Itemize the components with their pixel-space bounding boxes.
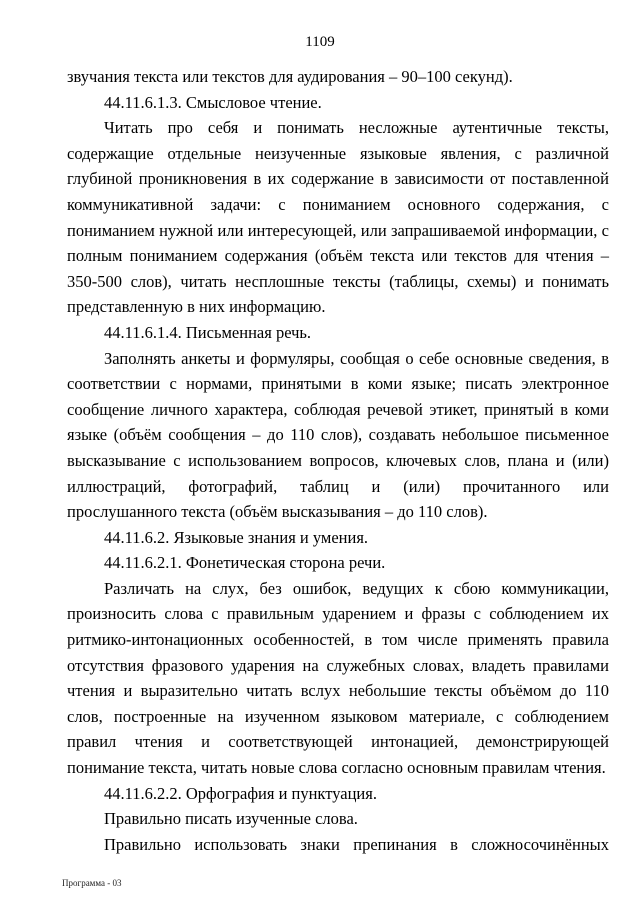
section-heading-writing: 44.11.6.1.4. Письменная речь. xyxy=(104,322,312,342)
paragraph-spelling: Правильно писать изученные слова. xyxy=(104,809,358,829)
section-heading-reading: 44.11.6.1.3. Смысловое чтение. xyxy=(104,92,322,112)
document-body xyxy=(67,64,609,857)
paragraph-reading: Читать про себя и понимать несложные аутентичные тексты, содержащие отдельные неизученные языковые явления, с различной глубиной проникновения в их содержание в зависимости от поставленной коммуникативной задачи: с пониманием основного содержания, с пониманием нужной или интересующей, или запрашиваемой информации, с полным пониманием содержания (объём текста или текстов для чтения – 350-500 слов), читать несплошные тексты (таблицы, схемы) и понимать представленную в них информацию. xyxy=(67,118,609,317)
page-footer: Программа - 03 xyxy=(62,878,122,888)
paragraph-writing: Заполнять анкеты и формуляры, сообщая о себе основные сведения, в соответствии с нормами, принятыми в коми языке; писать электронное сообщение личного характера, соблюдая речевой этикет, принятый в коми языке (объём сообщения – до 110 слов), создавать небольшое письменное высказывание с использованием вопросов, ключевых слов, плана и (или) иллюстраций, фотографий, таблиц и (или) прочитанного или прослушанного текста (объём высказывания – до 110 слов). xyxy=(67,348,609,522)
section-heading-language-skills: 44.11.6.2. Языковые знания и умения. xyxy=(104,527,369,547)
paragraph-punctuation: Правильно использовать знаки препинания в сложносочинённых xyxy=(104,834,609,854)
paragraph-phonetics: Различать на слух, без ошибок, ведущих к сбою коммуникации, произносить слова с правильным ударением и фразы с соблюдением их ритмико-интонационных особенностей, в том числе применять правила отсутствия фразового ударения на служебных словах, владеть правилами чтения и выразительно читать вслух небольшие тексты объёмом до 110 слов, построенные на изученном языковом материале, с соблюдением правил чтения и соответствующей интонацией, демонстрирующей понимание текста, читать новые слова согласно основным правилам чтения. xyxy=(67,578,609,778)
page-number: 1109 xyxy=(305,34,335,50)
section-heading-orthography: 44.11.6.2.2. Орфография и пунктуация. xyxy=(104,783,377,803)
section-heading-phonetics: 44.11.6.2.1. Фонетическая сторона речи. xyxy=(104,553,386,573)
paragraph-continuation: звучания текста или текстов для аудирования – 90–100 секунд). xyxy=(67,67,513,86)
